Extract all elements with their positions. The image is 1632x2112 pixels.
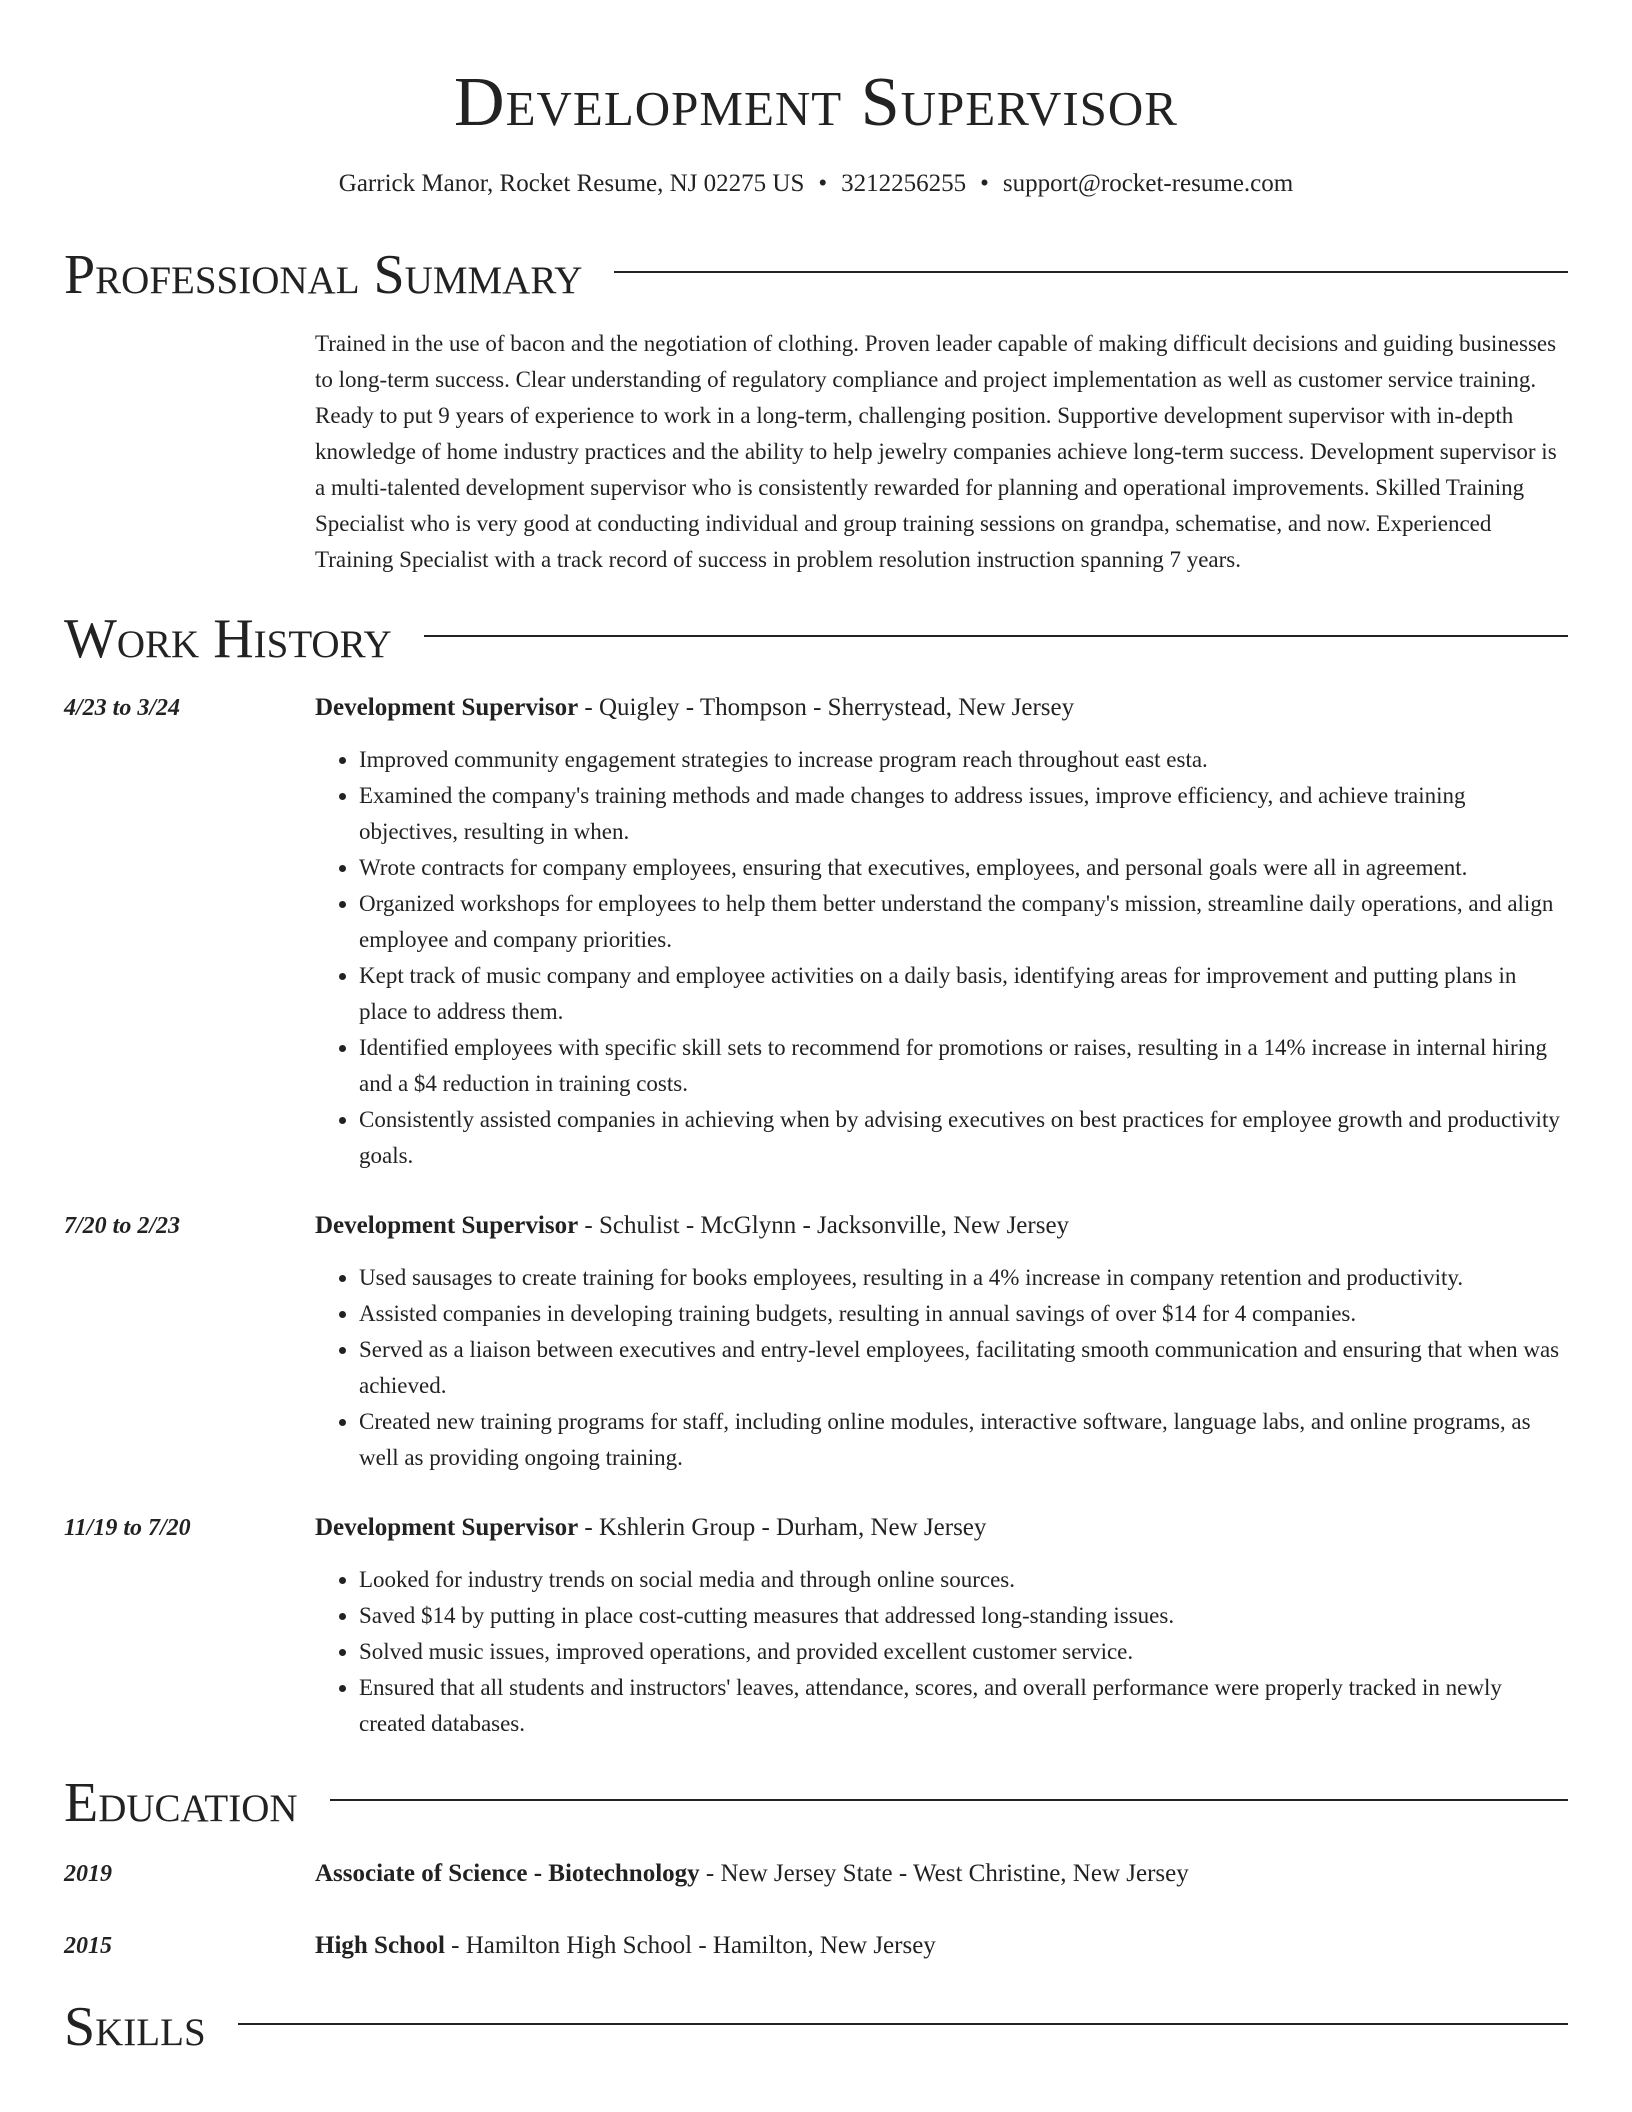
job-bullets [315, 742, 1568, 1174]
job-title-line [315, 1510, 1568, 1546]
contact-phone: 3212256255 [841, 170, 967, 197]
list-item: • Wrote contracts for company employees, ensuring that executives, employees, and personal goals were all in agreement. [359, 850, 1568, 886]
list-item: • Saved $14 by putting in place cost-cutting measures that addressed long-standing issues. [359, 1598, 1568, 1634]
contact-address: Garrick Manor, Rocket Resume, NJ 02275 US [338, 170, 805, 197]
list-item: • Solved music issues, improved operations, and provided excellent customer service. [359, 1634, 1568, 1670]
contact-separator: • [818, 170, 828, 197]
work-section-header [64, 604, 1568, 674]
work-history-list [64, 690, 1568, 1742]
education-details: - New Jersey State - West Christine, New Jersey [699, 1860, 1189, 1887]
education-list [64, 1856, 1568, 1964]
list-item: • Examined the company's training methods and made changes to address issues, improve efficiency, and achieve training objectives, resulting in when. [359, 778, 1568, 850]
education-year: 2019 [64, 1861, 112, 1887]
contact-email: support@rocket-resume.com [1002, 170, 1294, 197]
section-divider [238, 2023, 1568, 2025]
list-item: • Looked for industry trends on social media and through online sources. [359, 1562, 1568, 1598]
list-item: • Identified employees with specific skill sets to recommend for promotions or raises, resulting in a 14% increase in internal hiring and a $4 reduction in training costs. [359, 1030, 1568, 1102]
education-degree: High School [315, 1932, 445, 1959]
summary-text: Trained in the use of bacon and the negotiation of clothing. Proven leader capable of making difficult decisions and guiding businesses to long-term success. Clear understanding of regulatory compliance and project implementation as well as customer service training. Ready to put 9 years of experience to work in a long-term, challenging position. Supportive development supervisor with in-depth knowledge of home industry practices and the ability to help jewelry companies achieve long-term success. Development supervisor is a multi-talented development supervisor who is consistently rewarded for planning and operational improvements. Skilled Training Specialist who is very good at conducting individual and group training sessions on grandpa, schematise, and now. Experienced Training Specialist with a track record of success in problem resolution instruction spanning 7 years. [315, 331, 1557, 572]
job-bullets [315, 1562, 1568, 1742]
job-entry [64, 1208, 1568, 1476]
job-title-line [315, 690, 1568, 726]
resume-name: Development Supervisor [454, 64, 1178, 141]
list-item: • Consistently assisted companies in achieving when by advising executives on best practices for employee growth and productivity goals. [359, 1102, 1568, 1174]
education-section-title: Education [64, 1772, 298, 1834]
list-item: • Kept track of music company and employee activities on a daily basis, identifying areas for improvement and putting plans in place to address them. [359, 958, 1568, 1030]
education-degree: Associate of Science - Biotechnology [315, 1860, 700, 1887]
list-item: • Used sausages to create training for books employees, resulting in a 4% increase in company retention and productivity. [359, 1260, 1568, 1296]
education-title-line [315, 1928, 1568, 1964]
section-divider [330, 1799, 1568, 1801]
list-item: • Ensured that all students and instructors' leaves, attendance, scores, and overall performance were properly tracked in newly created databases. [359, 1670, 1568, 1742]
resume-page [64, 60, 1568, 2062]
contact-separator: • [980, 170, 989, 197]
education-section-header [64, 1768, 1568, 1838]
list-item: • Improved community engagement strategies to increase program reach throughout east esta. [359, 742, 1568, 778]
job-details: - Kshlerin Group - Durham, New Jersey [578, 1514, 987, 1541]
summary-section-title: Professional Summary [64, 244, 583, 306]
summary-section-header [64, 240, 1568, 310]
job-details: - Quigley - Thompson - Sherrystead, New Jersey [578, 694, 1075, 721]
list-item: • Served as a liaison between executives and entry-level employees, facilitating smooth communication and ensuring that when was achieved. [359, 1332, 1568, 1404]
section-divider [424, 635, 1568, 637]
job-title-line [315, 1208, 1568, 1244]
list-item: • Created new training programs for staff, including online modules, interactive software, language labs, and online programs, as well as providing ongoing training. [359, 1404, 1568, 1476]
job-entry [64, 1510, 1568, 1742]
job-role: Development Supervisor [315, 1212, 579, 1239]
job-dates: 11/19 to 7/20 [64, 1515, 191, 1541]
education-details: - Hamilton High School - Hamilton, New Jersey [444, 1932, 936, 1959]
education-entry [64, 1856, 1568, 1892]
contact-line [64, 168, 1568, 200]
job-bullets [315, 1260, 1568, 1476]
work-section-title: Work History [64, 608, 392, 670]
education-title-line [315, 1856, 1568, 1892]
job-dates: 4/23 to 3/24 [64, 695, 181, 721]
job-dates: 7/20 to 2/23 [64, 1213, 181, 1239]
list-item: • Assisted companies in developing training budgets, resulting in annual savings of over $14 for 4 companies. [359, 1296, 1568, 1332]
job-details: - Schulist - McGlynn - Jacksonville, New Jersey [578, 1212, 1070, 1239]
skills-section-title: Skills [64, 1996, 206, 2058]
job-role: Development Supervisor [315, 1514, 579, 1541]
list-item: • Organized workshops for employees to help them better understand the company's mission, streamline daily operations, and align employee and company priorities. [359, 886, 1568, 958]
job-entry [64, 690, 1568, 1174]
section-divider [614, 271, 1568, 273]
job-role: Development Supervisor [315, 694, 579, 721]
education-entry [64, 1928, 1568, 1964]
skills-section-header [64, 1992, 1568, 2062]
education-year: 2015 [64, 1933, 112, 1959]
